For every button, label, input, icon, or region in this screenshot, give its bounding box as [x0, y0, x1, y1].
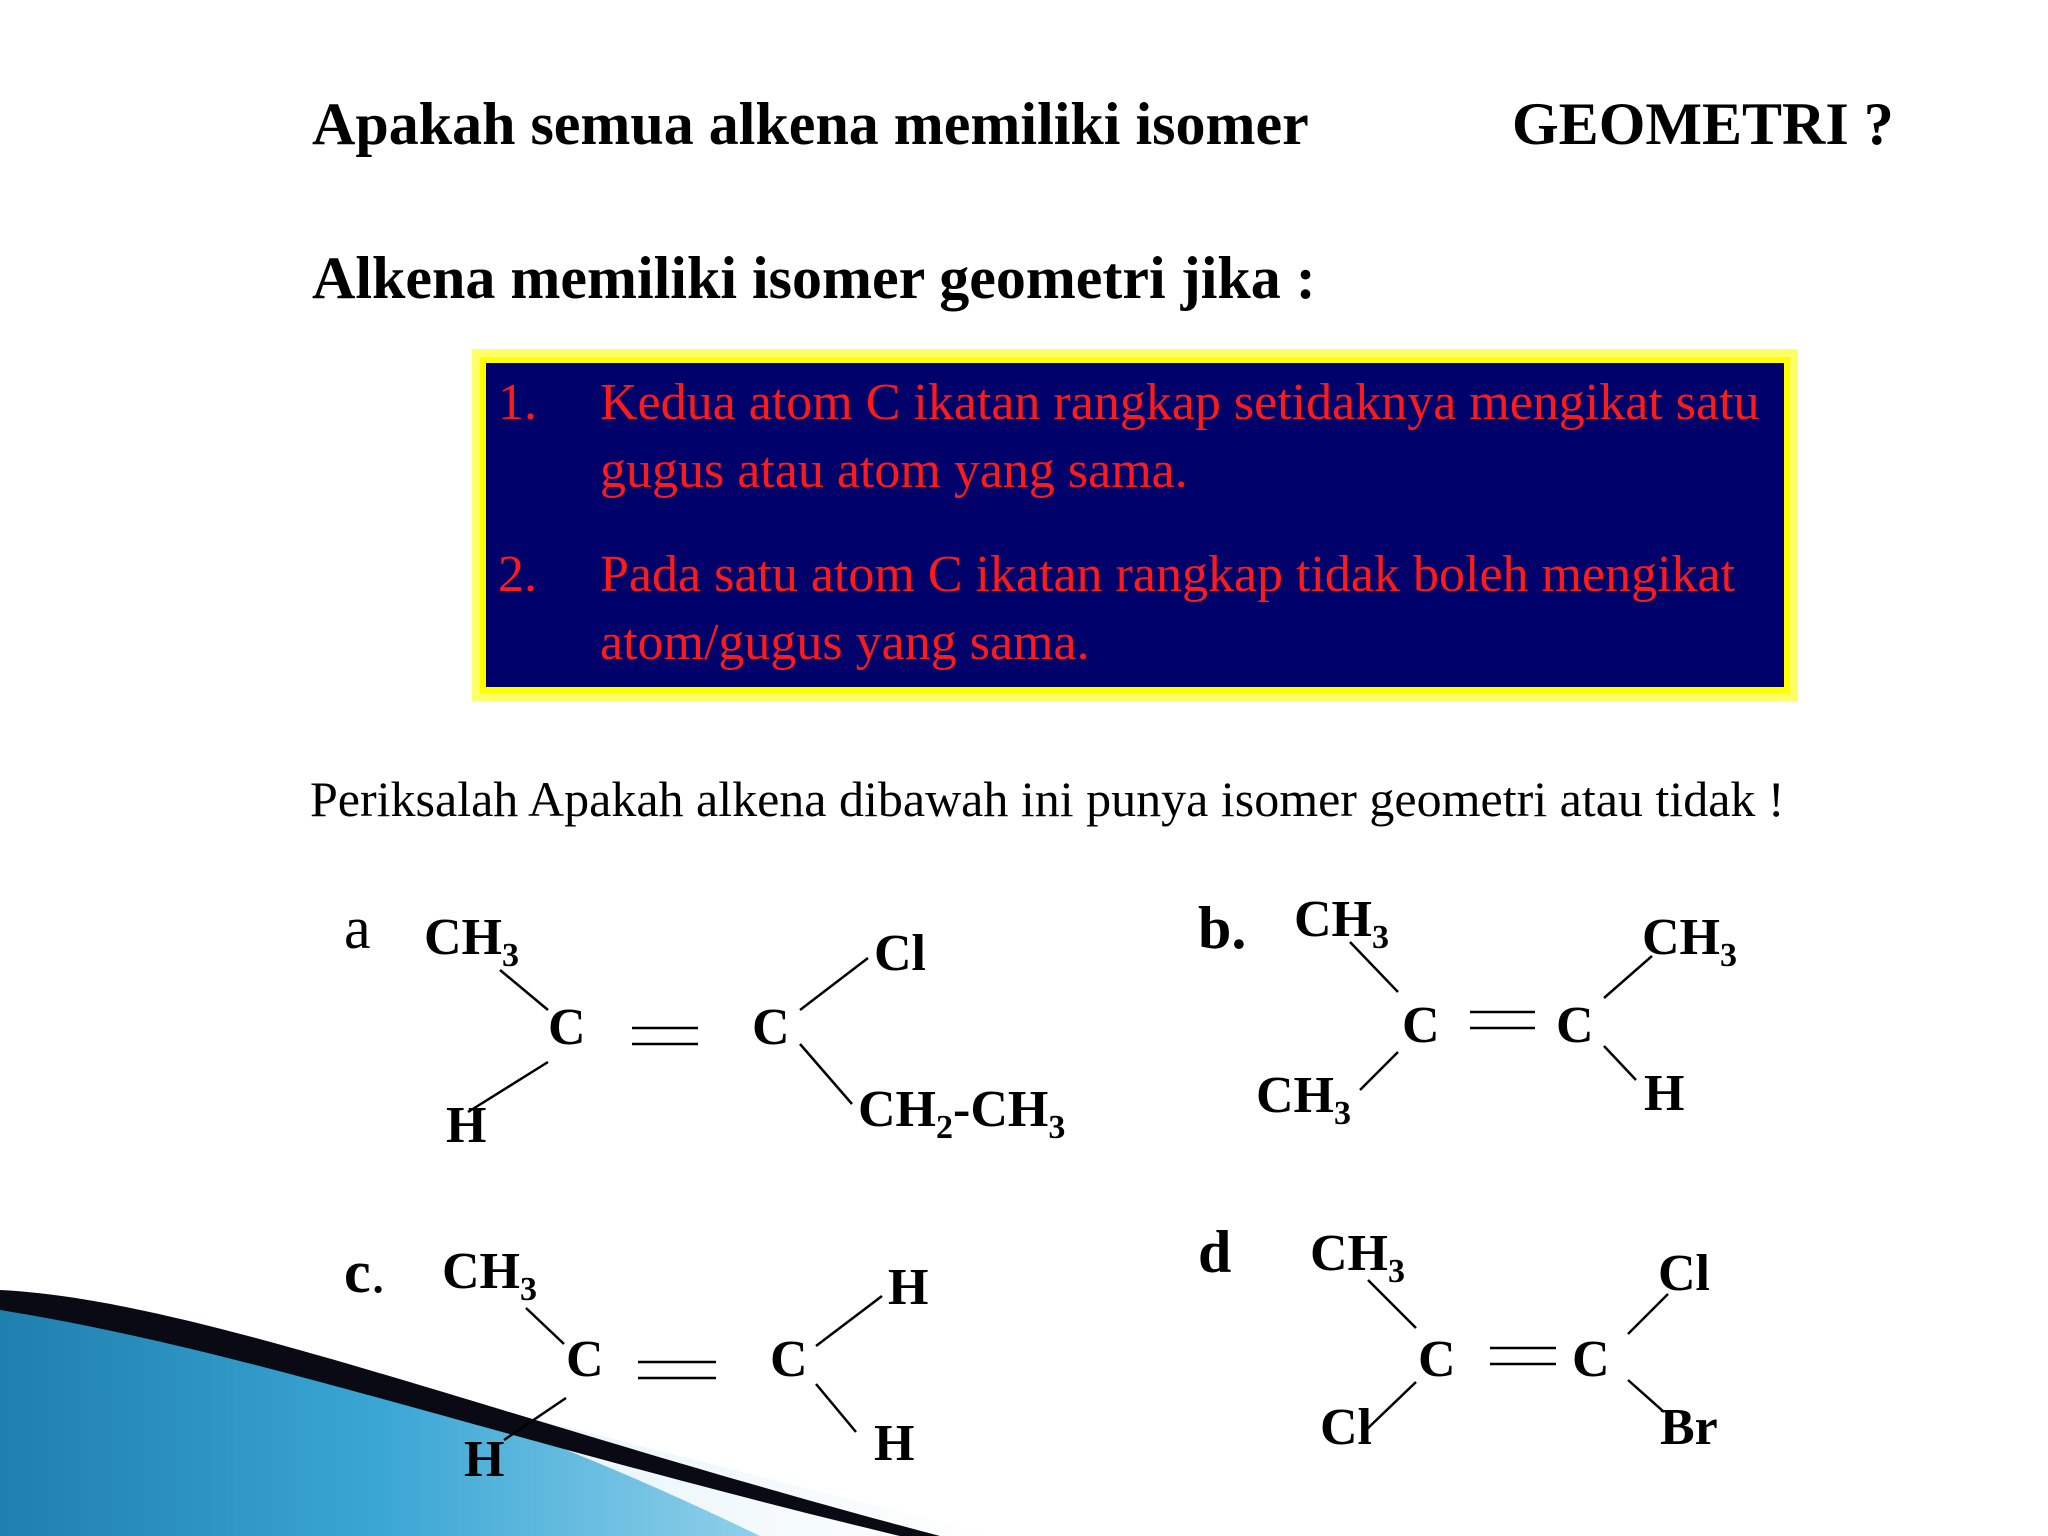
b-ch3-top-right: $CH_3$ — [1642, 909, 1737, 974]
a-ethyl: $CH_2-CH_3$ — [858, 1081, 1066, 1146]
molecule-a-label: a — [344, 895, 371, 961]
c-h-bottom: H — [874, 1415, 915, 1472]
molecule-d-label: d — [1198, 1219, 1232, 1285]
d-carbon-2: C — [1572, 1331, 1610, 1388]
c-h-left: H — [464, 1431, 505, 1488]
c-h-top: H — [888, 1259, 929, 1316]
rule-1-text: Kedua atom C ikatan rangkap setidaknya mengikat satu gugus atau atom yang sama. — [600, 374, 1760, 499]
molecule-c-dot: . — [370, 1239, 386, 1305]
d-carbon-1: C — [1418, 1331, 1456, 1388]
a-carbon-2: C — [752, 999, 790, 1056]
b-carbon-1: C — [1402, 997, 1440, 1054]
b-ch3-top-left: $CH_3$ — [1294, 891, 1389, 956]
a-h: H — [446, 1097, 487, 1154]
rule-2-number: 2. — [498, 546, 537, 603]
b-ch3-bottom-left: $CH_3$ — [1256, 1067, 1351, 1132]
heading-question-part2: GEOMETRI ? — [1512, 91, 1894, 157]
c-carbon-2: C — [770, 1331, 808, 1388]
d-cl-left: Cl — [1320, 1399, 1372, 1456]
heading-question-part1: Apakah semua alkena memiliki isomer — [312, 91, 1309, 157]
c-carbon-1: C — [566, 1331, 604, 1388]
b-h: H — [1644, 1065, 1685, 1122]
molecule-b-label: b. — [1198, 895, 1247, 961]
d-br: Br — [1660, 1399, 1718, 1456]
exercise-prompt: Periksalah Apakah alkena dibawah ini punya isomer geometri atau tidak ! — [310, 771, 1785, 827]
rule-2-text: Pada satu atom C ikatan rangkap tidak boleh mengikat atom/gugus yang sama. — [600, 546, 1736, 671]
d-ch3: $CH_3$ — [1310, 1225, 1405, 1290]
a-ch3: $CH_3$ — [424, 909, 519, 974]
d-cl-right: Cl — [1658, 1245, 1710, 1302]
b-carbon-2: C — [1556, 997, 1594, 1054]
c-ch3: $CH_3$ — [442, 1243, 537, 1308]
rule-1-number: 1. — [498, 374, 537, 431]
heading-conditions: Alkena memiliki isomer geometri jika : — [312, 245, 1316, 311]
a-carbon-1: C — [548, 999, 586, 1056]
molecule-c-letter: c — [344, 1239, 371, 1305]
a-cl: Cl — [874, 925, 926, 982]
